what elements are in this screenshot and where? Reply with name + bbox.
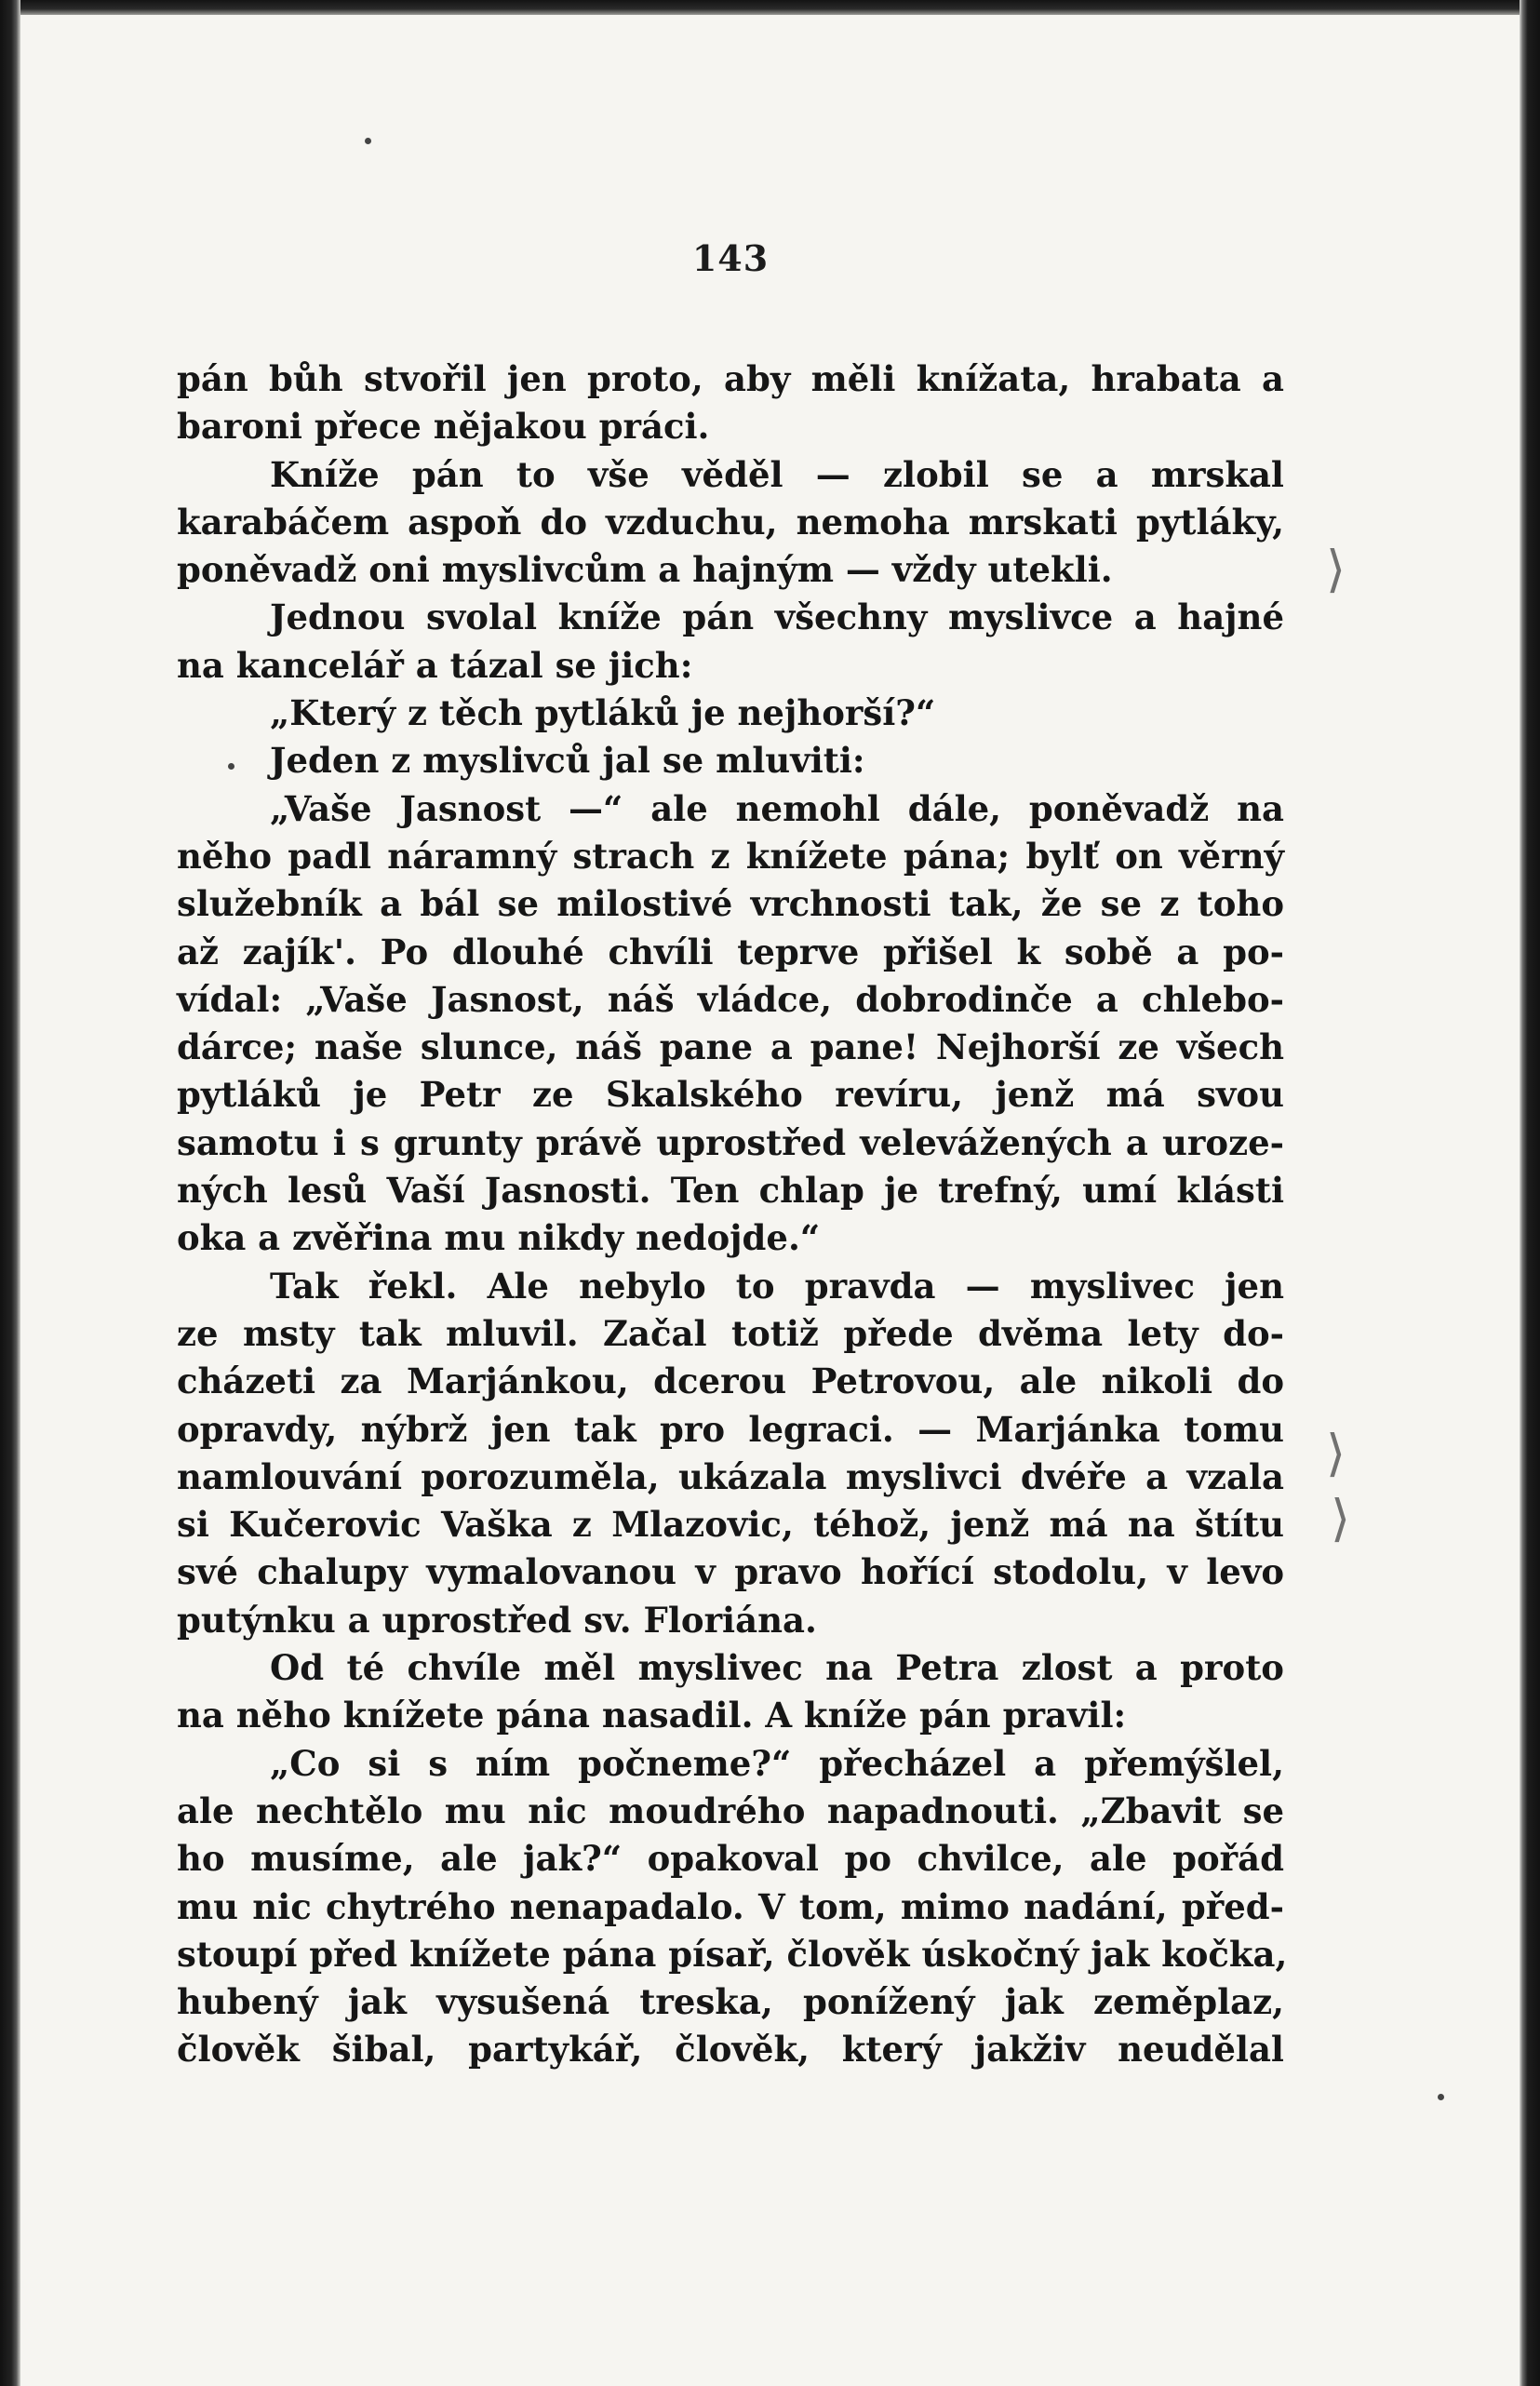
text-line: až zajík'. Po dlouhé chvíli teprve přišel k sobě a po-: [177, 931, 1284, 972]
text-line: ale nechtělo mu nic moudrého napadnouti. „Zbavit se: [177, 1790, 1284, 1831]
text-line: „Který z těch pytláků je nejhorší?“: [270, 692, 936, 734]
text-line: své chalupy vymalovanou v pravo hořící stodolu, v levo: [177, 1551, 1284, 1593]
text-line: si Kučerovic Vaška z Mlazovic, téhož, jenž má na štítu: [177, 1504, 1284, 1546]
margin-pencil-mark: ⟩: [1331, 1489, 1351, 1548]
text-line: Jeden z myslivců jal se mluviti:: [270, 740, 865, 782]
text-line: poněvadž oni myslivcům a hajným — vždy utekli.: [177, 549, 1113, 591]
text-line: služebník a bál se milostivé vrchnosti tak, že se z toho: [177, 883, 1284, 925]
text-line: na něho knížete pána nasadil. A kníže pán pravil:: [177, 1695, 1127, 1736]
text-line: něho padl náramný strach z knížete pána; bylť on věrný: [177, 835, 1284, 877]
text-line: na kancelář a tázal se jich:: [177, 644, 693, 686]
text-line: opravdy, nýbrž jen tak pro legraci. — Marjánka tomu: [177, 1408, 1284, 1450]
text-line: mu nic chytrého nenapadalo. V tom, mimo nadání, před-: [177, 1885, 1284, 1927]
text-line: „Co si s ním počneme?“ přecházel a přemýšlel,: [270, 1742, 1284, 1784]
ink-speck: [228, 763, 234, 770]
text-line: Od té chvíle měl myslivec na Petra zlost a proto: [270, 1647, 1284, 1689]
page-number: 143: [691, 237, 770, 279]
scan-edge-left: [0, 0, 20, 2386]
text-line: hubený jak vysušená treska, ponížený jak zeměplaz,: [177, 1981, 1284, 2023]
text-line: ze msty tak mluvil. Začal totiž přede dvěma lety do-: [177, 1312, 1284, 1354]
margin-pencil-mark: ⟩: [1326, 1424, 1346, 1482]
margin-pencil-mark: ⟩: [1326, 540, 1346, 598]
text-line: karabáčem aspoň do vzduchu, nemoha mrskati pytláky,: [177, 501, 1284, 543]
text-line: pytláků je Petr ze Skalského revíru, jenž má svou: [177, 1074, 1284, 1116]
text-line: cházeti za Marjánkou, dcerou Petrovou, ale nikoli do: [177, 1361, 1284, 1402]
text-line: stoupí před knížete pána písař, člověk úskočný jak kočka,: [177, 1933, 1288, 1975]
text-line: ho musíme, ale jak?“ opakoval po chvilce, ale pořád: [177, 1838, 1284, 1880]
text-line: putýnku a uprostřed sv. Floriána.: [177, 1599, 817, 1641]
text-line: ných lesů Vaší Jasnosti. Ten chlap je trefný, umí klásti: [177, 1170, 1284, 1212]
ink-speck: [365, 138, 371, 144]
text-line: Kníže pán to vše věděl — zlobil se a mrskal: [270, 453, 1284, 495]
scan-edge-top: [0, 0, 1540, 15]
text-line: „Vaše Jasnost —“ ale nemohl dále, poněvadž na: [270, 787, 1284, 829]
text-line: dárce; naše slunce, náš pane a pane! Nejhorší ze všech: [177, 1026, 1284, 1068]
text-line: Tak řekl. Ale nebylo to pravda — myslivec jen: [270, 1265, 1284, 1307]
scan-edge-right: [1520, 0, 1540, 2386]
text-line: Jednou svolal kníže pán všechny myslivce a hajné: [270, 596, 1284, 638]
ink-speck: [1438, 2094, 1444, 2100]
text-line: pán bůh stvořil jen proto, aby měli knížata, hrabata a: [177, 358, 1284, 399]
text-line: namlouvání porozuměla, ukázala myslivci dvéře a vzala: [177, 1455, 1284, 1497]
text-line: samotu i s grunty právě uprostřed velevážených a uroze-: [177, 1121, 1284, 1163]
text-line: oka a zvěřina mu nikdy nedojde.“: [177, 1217, 821, 1259]
text-line: vídal: „Vaše Jasnost, náš vládce, dobrodinče a chlebo-: [177, 978, 1284, 1020]
text-line: člověk šibal, partykář, člověk, který jakživ neudělal: [177, 2029, 1284, 2071]
body-text: [177, 355, 1288, 2074]
text-line: baroni přece nějakou práci.: [177, 406, 710, 448]
